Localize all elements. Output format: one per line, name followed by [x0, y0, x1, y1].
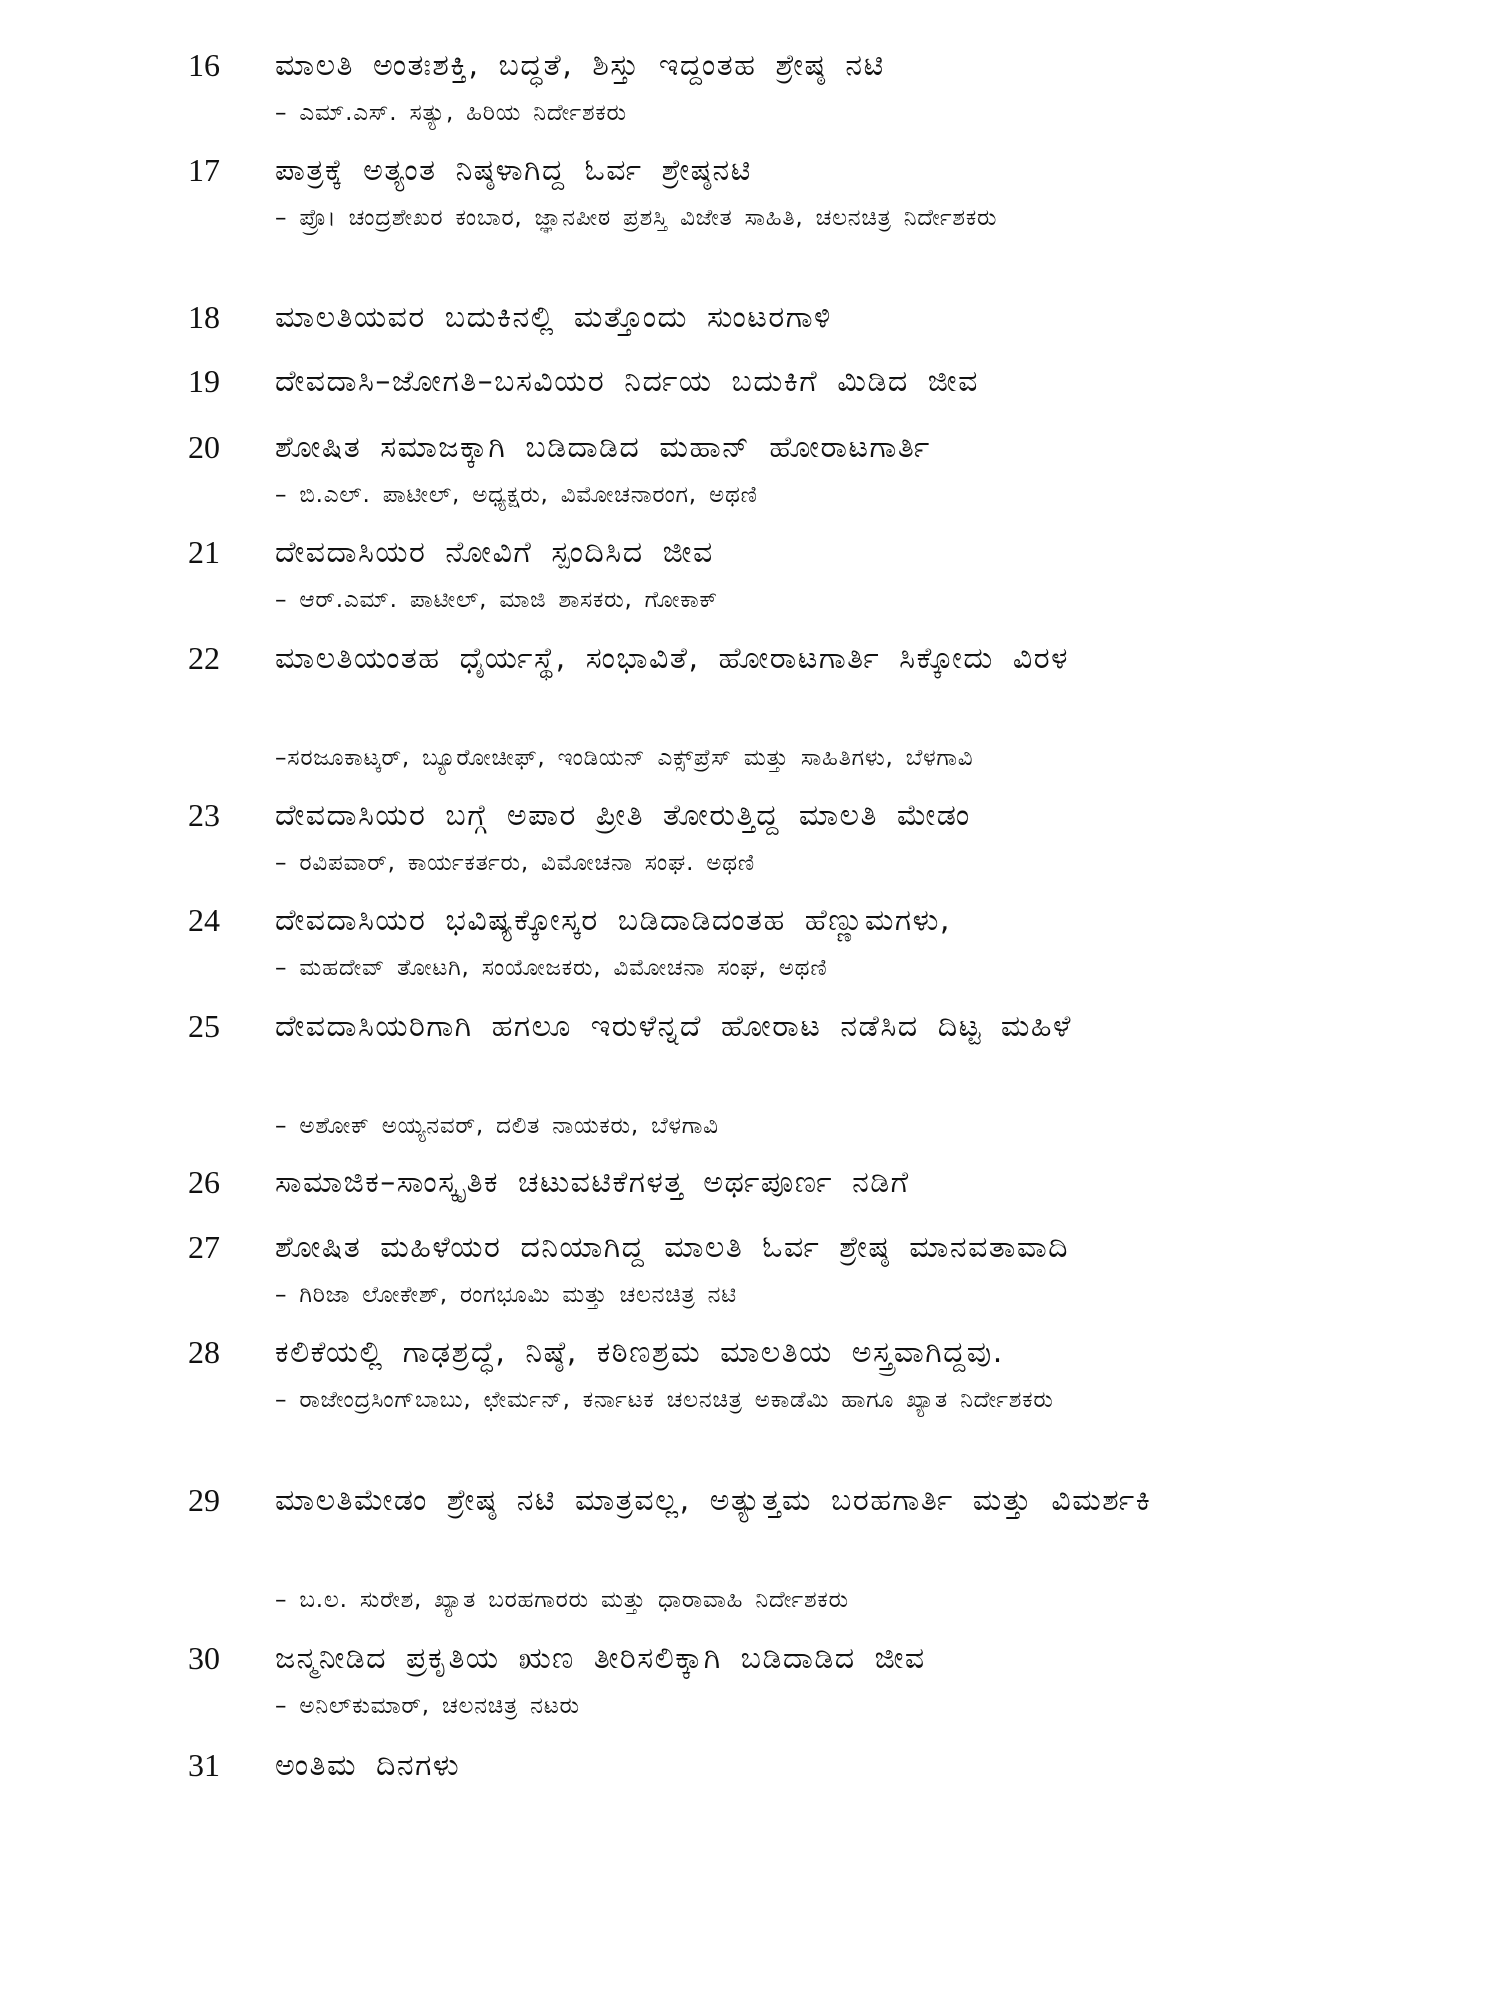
entry-title: ಶೋಷಿತ ಮಹಿಳೆಯರ ದನಿಯಾಗಿದ್ದ ಮಾಲತಿ ಓರ್ವ ಶ್ರೇಷ್ಠ ಮಾನವತಾವಾದಿ: [275, 1230, 1070, 1265]
entry-title: ಸಾಮಾಜಿಕ–ಸಾಂಸ್ಕೃತಿಕ ಚಟುವಟಿಕೆಗಳತ್ತ ಅರ್ಥಪೂರ್ಣ ನಡಿಗೆ: [275, 1165, 910, 1200]
entry-title: ದೇವದಾಸಿ–ಜೋಗತಿ–ಬಸವಿಯರ ನಿರ್ದಯ ಬದುಕಿಗೆ ಮಿಡಿದ ಜೀವ: [275, 364, 979, 399]
entry-number: 28: [188, 1334, 220, 1370]
entry-number: 30: [188, 1640, 220, 1676]
entry-attribution: – ಬ.ಲ. ಸುರೇಶ, ಖ್ಯಾತ ಬರಹಗಾರರು ಮತ್ತು ಧಾರಾವಾಹಿ ನಿರ್ದೇಶಕರು: [275, 1587, 849, 1613]
entry-title: ಅಂತಿಮ ದಿನಗಳು: [275, 1748, 461, 1783]
entry-title: ದೇವದಾಸಿಯರ ಬಗ್ಗೆ ಅಪಾರ ಪ್ರೀತಿ ತೋರುತ್ತಿದ್ದ ಮಾಲತಿ ಮೇಡಂ: [275, 798, 971, 833]
entry-number: 31: [188, 1747, 220, 1783]
entry-number: 17: [188, 152, 220, 188]
entry-number: 22: [188, 640, 220, 676]
entry-title: ಮಾಲತಿಯಂತಹ ಧೈರ್ಯಸ್ಥೆ, ಸಂಭಾವಿತೆ, ಹೋರಾಟಗಾರ್ತಿ ಸಿಕ್ಕೋದು ವಿರಳ: [275, 641, 1069, 676]
entry-attribution: – ರಾಜೇಂದ್ರಸಿಂಗ್‌ಬಾಬು, ಛೇರ್ಮನ್, ಕರ್ನಾಟಕ ಚಲನಚಿತ್ರ ಅಕಾಡೆಮಿ ಹಾಗೂ ಖ್ಯಾತ ನಿರ್ದೇಶಕರು: [275, 1387, 1054, 1413]
entry-number: 26: [188, 1164, 220, 1200]
entry-attribution: – ಅಶೋಕ್ ಅಯ್ಯನವರ್, ದಲಿತ ನಾಯಕರು, ಬೆಳಗಾವಿ: [275, 1113, 719, 1139]
entry-number: 18: [188, 299, 220, 335]
entry-title: ಮಾಲತಿ ಅಂತಃಶಕ್ತಿ, ಬದ್ಧತೆ, ಶಿಸ್ತು ಇದ್ದಂತಹ ಶ್ರೇಷ್ಠ ನಟಿ: [275, 48, 885, 83]
entry-attribution: – ಬಿ.ಎಲ್. ಪಾಟೀಲ್, ಅಧ್ಯಕ್ಷರು, ವಿಮೋಚನಾರಂಗ, ಅಥಣಿ: [275, 482, 758, 508]
entry-attribution: – ಗಿರಿಜಾ ಲೋಕೇಶ್, ರಂಗಭೂಮಿ ಮತ್ತು ಚಲನಚಿತ್ರ ನಟಿ: [275, 1282, 737, 1308]
entry-attribution: – ರವಿಪವಾರ್, ಕಾರ್ಯಕರ್ತರು, ವಿಮೋಚನಾ ಸಂಘ. ಅಥಣಿ: [275, 850, 755, 876]
entry-title: ಶೋಷಿತ ಸಮಾಜಕ್ಕಾಗಿ ಬಡಿದಾಡಿದ ಮಹಾನ್ ಹೋರಾಟಗಾರ್ತಿ: [275, 430, 931, 465]
entry-number: 23: [188, 797, 220, 833]
entry-title: ದೇವದಾಸಿಯರ ನೋವಿಗೆ ಸ್ಪಂದಿಸಿದ ಜೀವ: [275, 535, 714, 570]
entry-attribution: – ಪ್ರೊ। ಚಂದ್ರಶೇಖರ ಕಂಬಾರ, ಜ್ಞಾನಪೀಠ ಪ್ರಶಸ್ತಿ ವಿಜೇತ ಸಾಹಿತಿ, ಚಲನಚಿತ್ರ ನಿರ್ದೇಶಕರು: [275, 205, 998, 231]
entry-title: ದೇವದಾಸಿಯರಿಗಾಗಿ ಹಗಲೂ ಇರುಳೆನ್ನದೆ ಹೋರಾಟ ನಡೆಸಿದ ದಿಟ್ಟ ಮಹಿಳೆ: [275, 1009, 1072, 1044]
entry-number: 24: [188, 902, 220, 938]
entry-title: ಮಾಲತಿಯವರ ಬದುಕಿನಲ್ಲಿ ಮತ್ತೊಂದು ಸುಂಟರಗಾಳಿ: [275, 300, 832, 335]
entry-attribution: – ಮಹದೇವ್ ತೋಟಗಿ, ಸಂಯೋಜಕರು, ವಿಮೋಚನಾ ಸಂಘ, ಅಥಣಿ: [275, 955, 828, 981]
entry-number: 25: [188, 1008, 220, 1044]
entry-attribution: – ಅನಿಲ್‌ಕುಮಾರ್, ಚಲನಚಿತ್ರ ನಟರು: [275, 1693, 580, 1719]
entry-attribution: – ಎಮ್.ಎಸ್. ಸತ್ಯು, ಹಿರಿಯ ನಿರ್ದೇಶಕರು: [275, 100, 627, 126]
entry-title: ಜನ್ಮನೀಡಿದ ಪ್ರಕೃತಿಯ ಋಣ ತೀರಿಸಲಿಕ್ಕಾಗಿ ಬಡಿದಾಡಿದ ಜೀವ: [275, 1641, 926, 1676]
entry-title: ಮಾಲತಿಮೇಡಂ ಶ್ರೇಷ್ಠ ನಟಿ ಮಾತ್ರವಲ್ಲ, ಅತ್ಯುತ್ತಮ ಬರಹಗಾರ್ತಿ ಮತ್ತು ವಿಮರ್ಶಕಿ: [275, 1483, 1152, 1518]
entry-number: 20: [188, 429, 220, 465]
entry-attribution: – ಆರ್.ಎಮ್. ಪಾಟೀಲ್, ಮಾಜಿ ಶಾಸಕರು, ಗೋಕಾಕ್: [275, 587, 718, 613]
entry-title: ದೇವದಾಸಿಯರ ಭವಿಷ್ಯಕ್ಕೋಸ್ಕರ ಬಡಿದಾಡಿದಂತಹ ಹೆಣ್ಣುಮಗಳು,: [275, 903, 951, 938]
entry-attribution: –ಸರಜೂಕಾಟ್ಕರ್, ಬ್ಯೂರೋಚೀಫ್, ಇಂಡಿಯನ್ ಎಕ್ಸ್‌ಪ್ರೆಸ್ ಮತ್ತು ಸಾಹಿತಿಗಳು, ಬೆಳಗಾವಿ: [275, 745, 974, 771]
entry-title: ಪಾತ್ರಕ್ಕೆ ಅತ್ಯಂತ ನಿಷ್ಠಳಾಗಿದ್ದ ಓರ್ವ ಶ್ರೇಷ್ಠನಟಿ: [275, 153, 752, 188]
entry-number: 21: [188, 534, 220, 570]
entry-number: 29: [188, 1482, 220, 1518]
entry-number: 19: [188, 363, 220, 399]
entry-number: 16: [188, 47, 220, 83]
entry-number: 27: [188, 1229, 220, 1265]
entry-title: ಕಲಿಕೆಯಲ್ಲಿ ಗಾಢಶ್ರದ್ಧೆ, ನಿಷ್ಠೆ, ಕಠಿಣಶ್ರಮ ಮಾಲತಿಯ ಅಸ್ತ್ರವಾಗಿದ್ದವು.: [275, 1335, 1004, 1370]
